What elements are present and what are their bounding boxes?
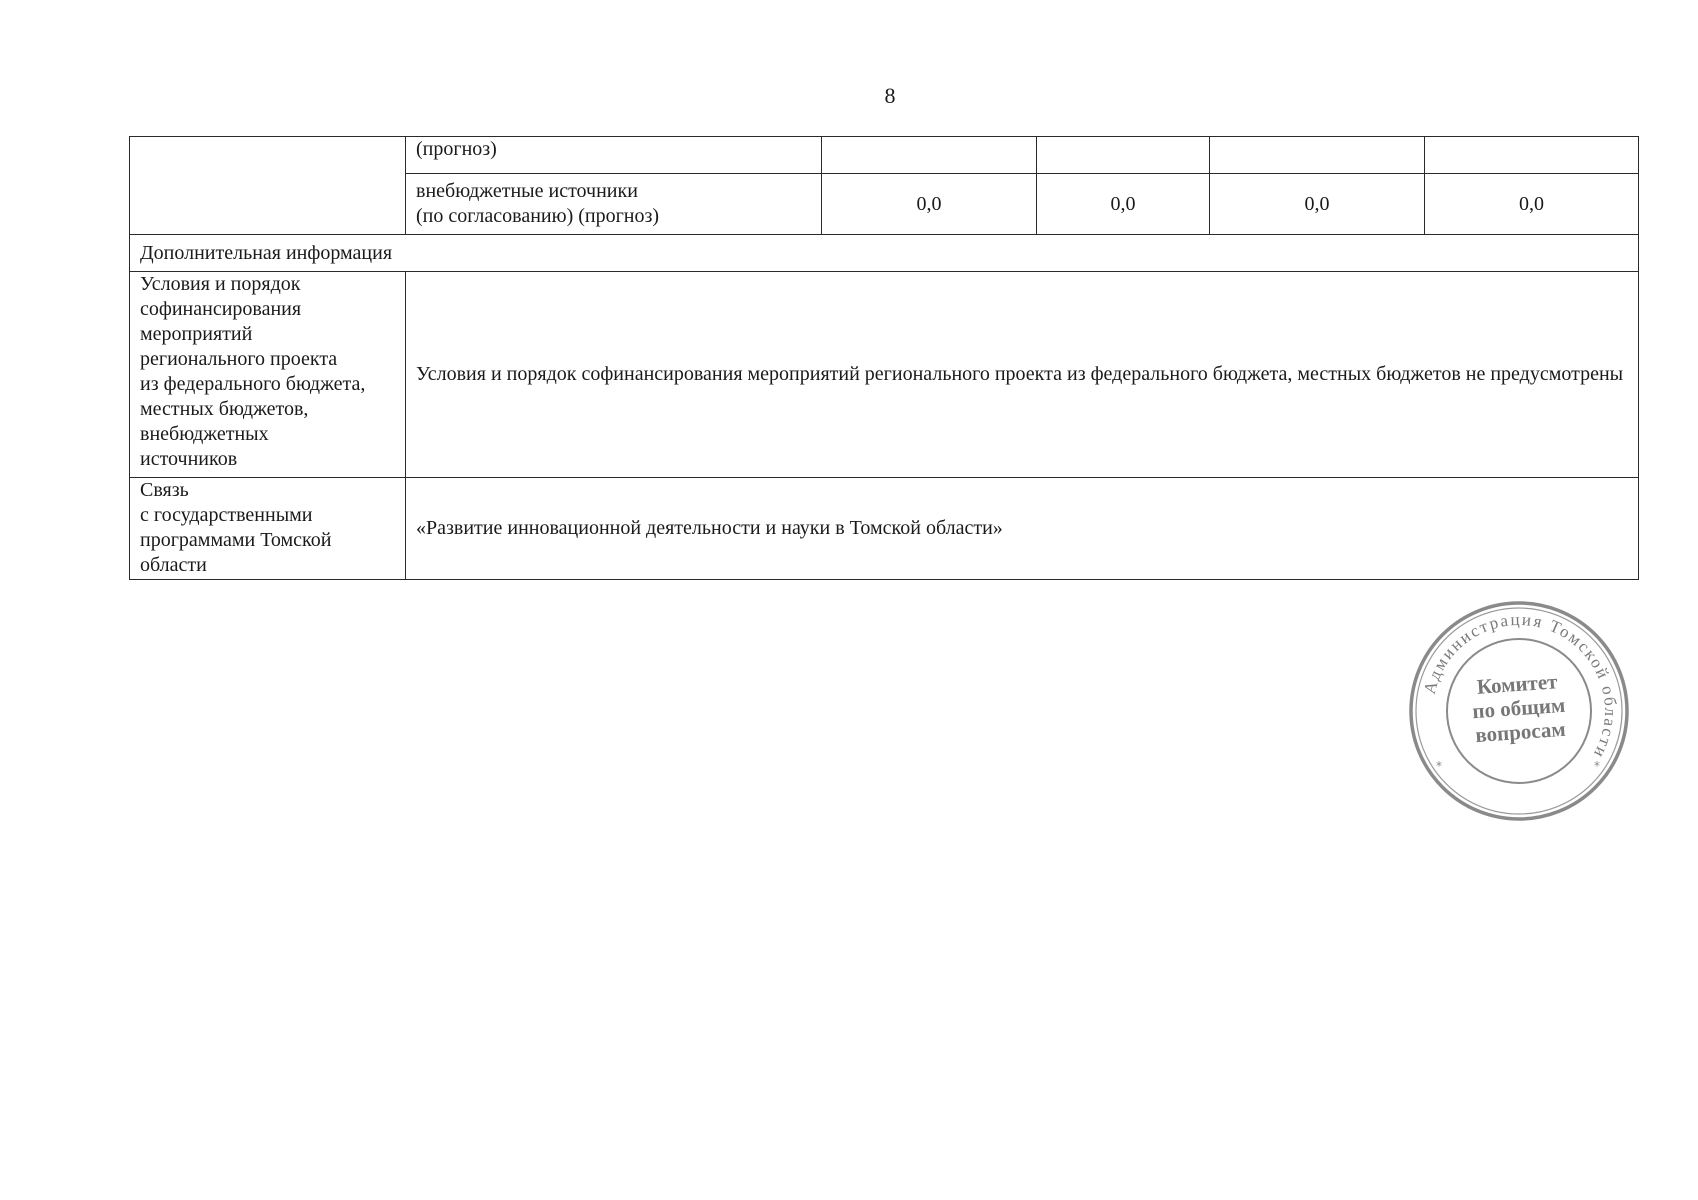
stamp-seal-icon [1408, 600, 1630, 822]
stamp-ring-text: Администрация Томской области [1419, 609, 1621, 763]
conditions-label: Условия и порядок софинансирования мероприятий регионального проекта из федерального бюджета, местных бюджетов, внебюджетных источников [140, 273, 366, 470]
source-label-cell [406, 137, 822, 174]
program-link-text: «Развитие инновационной деятельности и науки в Томской области» [416, 517, 1003, 539]
table-row [130, 272, 1639, 478]
star-icon: * [1594, 759, 1600, 773]
stamp-center-line: по общим [1471, 692, 1567, 724]
value-cell: 0,0 [1210, 174, 1425, 235]
table-row [130, 478, 1639, 580]
passport-table [129, 136, 1639, 580]
value-cell: 0,0 [1425, 174, 1639, 235]
program-link-label: Связь с государственными программами Томской области [140, 479, 332, 576]
star-icon: * [1436, 759, 1442, 773]
conditions-text: Условия и порядок софинансирования мероприятий регионального проекта из федерального бюджета, местных бюджетов не предусмотрены [416, 363, 1624, 385]
source-label-cell [406, 174, 822, 235]
source-label: (прогноз) [416, 138, 497, 160]
conditions-text-cell [406, 272, 1639, 478]
page-number: 8 [884, 83, 896, 108]
empty-label-cell [130, 137, 406, 235]
additional-info-header: Дополнительная информация [130, 235, 1639, 272]
value-cell: 0,0 [822, 174, 1037, 235]
official-stamp [1408, 600, 1630, 822]
stamp-center-line: вопросам [1474, 716, 1567, 748]
value-cell [1425, 137, 1639, 174]
conditions-label-cell [130, 272, 406, 478]
program-link-text-cell [406, 478, 1639, 580]
stamp-center-line: Комитет [1476, 669, 1559, 699]
source-label: внебюджетные источники (по согласованию) (прогноз) [416, 180, 660, 227]
value-cell [822, 137, 1037, 174]
value-cell [1037, 137, 1210, 174]
table-row [130, 235, 1639, 272]
value-cell [1210, 137, 1425, 174]
table-row [130, 137, 1639, 174]
value-cell: 0,0 [1037, 174, 1210, 235]
program-link-label-cell [130, 478, 406, 580]
